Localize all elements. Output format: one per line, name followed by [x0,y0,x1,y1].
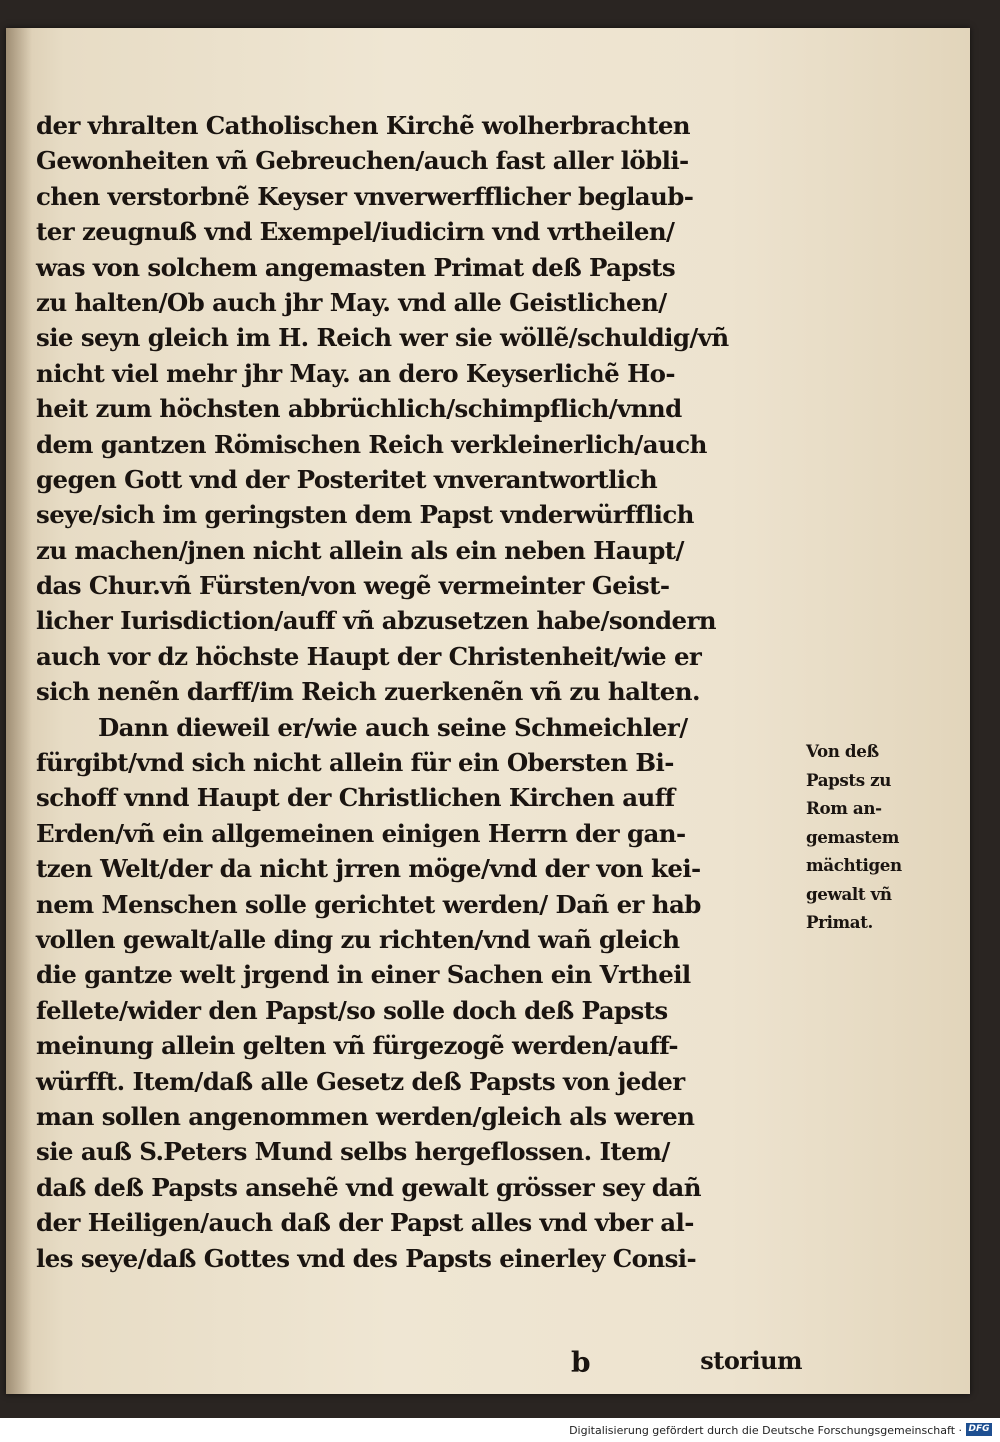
text-line: chen verstorbnẽ Keyser vnverwerfflicher beglaub- [36,181,694,211]
dfg-logo-icon: DFG [966,1423,992,1436]
catchword: storium [700,1346,802,1375]
book-page [6,28,970,1394]
text-line: sie seyn gleich im H. Reich wer sie wöllẽ/schuldig/vñ [36,323,729,353]
text-line: der Heiligen/auch daß der Papst alles vnd vber al- [36,1208,694,1238]
margin-note-line: Primat. [806,913,873,933]
margin-note-line: Von deß [806,742,879,762]
text-line: dem gantzen Römischen Reich verkleinerlich/auch [36,429,707,459]
text-line: würfft. Item/daß alle Gesetz deß Papsts von jeder [36,1066,685,1096]
text-line: daß deß Papsts ansehẽ vnd gewalt grösser sey dañ [36,1172,701,1202]
text-line: schoff vnnd Haupt der Christlichen Kirchen auff [36,783,675,813]
text-line: Erden/vñ ein allgemeinen einigen Herrn der gan- [36,818,686,848]
text-line: les seye/daß Gottes vnd des Papsts einerley Consi- [36,1243,697,1273]
text-line: zu halten/Ob auch jhr May. vnd alle Geistlichen/ [36,287,667,317]
text-line: das Chur.vñ Fürsten/von wegẽ vermeinter Geist- [36,571,670,601]
text-line: Dann dieweil er/wie auch seine Schmeichler/ [98,712,688,742]
margin-note-line: Papsts zu [806,770,892,791]
text-line: nem Menschen solle gerichtet werden/ Dañ er hab [36,889,701,919]
text-line: vollen gewalt/alle ding zu richten/vnd wañ gleich [36,924,680,954]
margin-note-line: mächtigen [806,856,902,876]
margin-note-line: gewalt vñ [806,884,892,905]
text-line: zu machen/jnen nicht allein als ein neben Haupt/ [36,535,684,565]
text-line: fürgibt/vnd sich nicht allein für ein Obersten Bi- [36,748,674,778]
funding-credit: Digitalisierung gefördert durch die Deutsche Forschungsgemeinschaft · [569,1424,962,1437]
margin-note-line: gemastem [806,827,900,848]
text-line: der vhralten Catholischen Kirchẽ wolherbrachten [36,111,691,140]
text-line: tzen Welt/der da nicht jrren möge/vnd der von kei- [36,854,701,884]
text-line: was von solchem angemasten Primat deß Papsts [36,252,676,282]
text-line: fellete/wider den Papst/so solle doch deß Papsts [36,995,668,1025]
text-line: meinung allein gelten vñ fürgezogẽ werden/auff- [36,1031,678,1061]
main-text-block [36,108,806,1276]
text-line: sie auß S.Peters Mund selbs hergeflossen. Item/ [36,1137,670,1167]
text-line: nicht viel mehr jhr May. an dero Keyserlichẽ Ho- [36,358,675,388]
page-footer-row [36,1346,806,1386]
text-line: heit zum höchsten abbrüchlich/schimpflich/vnnd [36,394,682,424]
margin-note-line: Rom an- [806,799,882,819]
text-line: man sollen angenommen werden/gleich als weren [36,1101,695,1131]
text-line: licher Iurisdiction/auff vñ abzusetzen habe/sondern [36,606,717,636]
margin-note [806,738,916,938]
text-line: Gewonheiten vñ Gebreuchen/auch fast aller löbli- [36,146,689,176]
text-line: seye/sich im geringsten dem Papst vnderwürfflich [36,500,694,530]
signature-mark: b [571,1346,591,1379]
text-line: sich nenẽn darff/im Reich zuerkenẽn vñ zu halten. [36,677,700,707]
text-line: ter zeugnuß vnd Exempel/iudicirn vnd vrtheilen/ [36,217,675,247]
text-line: auch vor dz höchste Haupt der Christenheit/wie er [36,641,702,671]
text-line: die gantze welt jrgend in einer Sachen ein Vrtheil [36,960,691,990]
text-line: gegen Gott vnd der Posteritet vnverantwortlich [36,464,658,494]
